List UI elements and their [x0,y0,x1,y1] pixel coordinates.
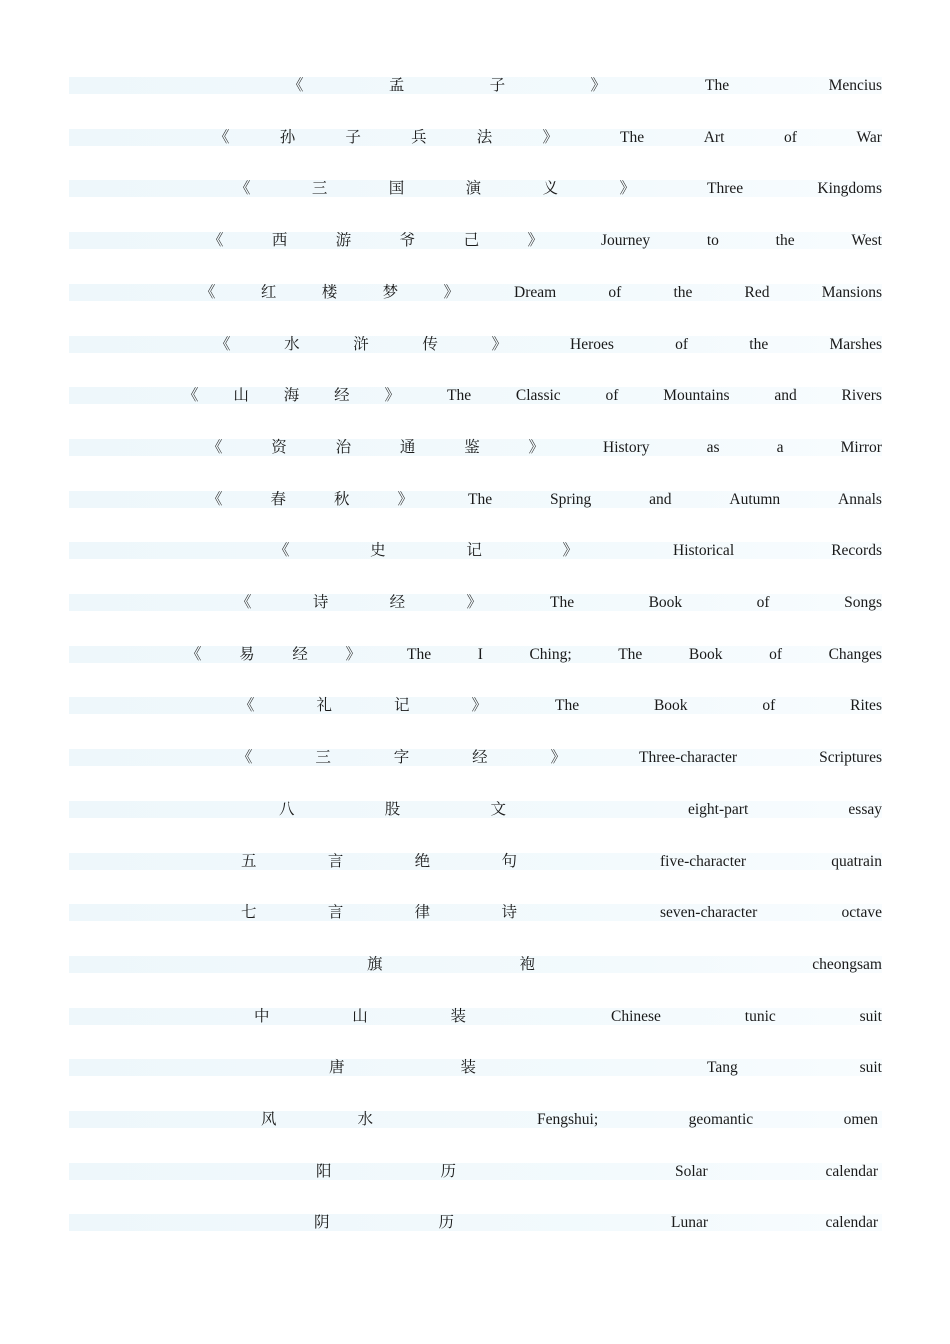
english-word: Changes [828,646,882,663]
chinese-term [241,852,517,872]
english-translation [660,852,882,872]
english-translation [468,490,882,510]
english-translation [688,800,882,820]
english-word: geomantic [688,1111,754,1128]
english-word: Annals [838,491,882,508]
english-word: of [769,646,782,663]
english-word: I [477,646,483,663]
glossary-row [69,283,882,303]
chinese-char: 历 [438,1214,454,1231]
chinese-term [316,1162,456,1182]
chinese-char: 资 [271,439,287,456]
chinese-char: 《 [208,232,224,249]
english-translation [671,1213,878,1233]
chinese-char: 七 [241,904,257,921]
chinese-char: 子 [345,129,361,146]
chinese-char: 春 [270,491,286,508]
chinese-term [183,386,400,406]
chinese-char: 诗 [501,904,517,921]
chinese-char: 》 [384,387,400,404]
row-text [69,645,882,665]
chinese-term [215,335,507,355]
glossary-row [69,541,882,561]
english-word: and [774,387,797,404]
chinese-char: 史 [370,542,386,559]
chinese-char: 经 [334,387,350,404]
english-word: Mencius [828,77,882,94]
english-translation [407,645,882,665]
chinese-char: 诗 [312,594,329,611]
english-translation [447,386,882,406]
glossary-row [69,1213,882,1233]
english-word: calendar [825,1214,878,1231]
chinese-char: 股 [384,801,401,818]
glossary-row [69,231,882,251]
english-word: calendar [825,1163,878,1180]
row-text [69,490,882,510]
glossary-row [69,179,882,199]
chinese-char: 通 [399,439,416,456]
glossary-row [69,748,882,768]
chinese-char: 八 [279,801,295,818]
english-word: Mirror [840,439,882,456]
english-translation [570,335,882,355]
english-word: five-character [660,853,747,870]
chinese-char: 浒 [353,336,369,353]
english-word: cheongsam [812,956,882,973]
chinese-char: 》 [491,336,507,353]
chinese-term [367,955,535,975]
chinese-term [254,1007,466,1027]
chinese-char: 记 [393,697,410,714]
english-word: Ching; [529,646,572,663]
chinese-char: 秋 [333,491,350,508]
chinese-char: 》 [619,180,635,197]
english-word: Red [744,284,770,301]
english-word: Book [648,594,683,611]
english-word: as [706,439,720,456]
chinese-char: 阴 [314,1214,330,1231]
english-word: The [618,646,643,663]
chinese-char: 言 [327,904,344,921]
english-word: to [706,232,719,249]
glossary-row [69,1110,882,1130]
row-text [69,748,882,768]
english-word: eight-part [688,801,749,818]
english-word: of [605,387,619,404]
chinese-term [236,593,482,613]
english-word: Rites [850,697,882,714]
english-word: suit [859,1059,882,1076]
chinese-char: 易 [239,646,255,663]
english-translation [707,179,882,199]
chinese-char: 经 [389,594,406,611]
chinese-char: 经 [292,646,308,663]
chinese-term [241,903,517,923]
row-text [69,128,882,148]
chinese-char: 山 [233,387,249,404]
chinese-char: 》 [528,439,544,456]
chinese-term [237,748,566,768]
chinese-term [279,800,506,820]
chinese-char: 海 [283,387,300,404]
chinese-char: 《 [186,646,202,663]
row-text [69,179,882,199]
chinese-char: 装 [450,1008,466,1025]
row-text [69,231,882,251]
chinese-term [239,696,487,716]
row-text [69,1162,882,1182]
chinese-char: 礼 [316,697,332,714]
english-word: The [555,697,580,714]
chinese-char: 《 [274,542,290,559]
english-word: Records [831,542,882,559]
chinese-char: 鉴 [464,439,480,456]
chinese-char: 》 [550,749,566,766]
glossary-row [69,335,882,355]
chinese-char: 《 [236,594,252,611]
row-text [69,1213,882,1233]
chinese-char: 文 [490,801,506,818]
english-word: The [447,387,472,404]
chinese-char: 红 [260,284,277,301]
english-translation [675,1162,878,1182]
english-word: essay [848,801,882,818]
row-text [69,696,882,716]
chinese-char: 字 [393,749,410,766]
glossary-row [69,800,882,820]
chinese-char: 义 [542,180,559,197]
chinese-char: 三 [311,180,328,197]
chinese-char: 国 [388,180,405,197]
english-translation [601,231,882,251]
chinese-char: 中 [254,1008,270,1025]
chinese-char: 记 [466,542,482,559]
english-word: Heroes [570,336,614,353]
chinese-char: 》 [562,542,578,559]
chinese-term [207,438,544,458]
english-translation [555,696,882,716]
english-word: Songs [844,594,882,611]
english-word: Tang [707,1059,738,1076]
chinese-char: 历 [440,1163,456,1180]
english-word: Solar [675,1163,708,1180]
row-text [69,800,882,820]
english-word: octave [841,904,882,921]
chinese-char: 水 [357,1111,373,1128]
chinese-term [274,541,578,561]
chinese-char: 唐 [329,1059,345,1076]
glossary-row [69,1007,882,1027]
chinese-char: 子 [489,77,506,94]
row-text [69,1007,882,1027]
english-word: of [762,697,776,714]
row-text [69,335,882,355]
row-text [69,593,882,613]
english-translation [620,128,882,148]
chinese-char: 律 [414,904,431,921]
glossary-row [69,386,882,406]
english-word: of [784,129,797,146]
row-text [69,955,882,975]
english-word: Kingdoms [817,180,882,197]
chinese-char: 句 [501,853,517,870]
english-word: Mansions [821,284,882,301]
english-word: West [851,232,882,249]
english-word: the [749,336,769,353]
chinese-char: 楼 [321,284,338,301]
chinese-char: 梦 [382,284,399,301]
chinese-char: 演 [465,180,482,197]
chinese-char: 五 [241,853,257,870]
english-word: the [775,232,795,249]
chinese-char: 《 [215,336,231,353]
english-word: The [550,594,575,611]
chinese-term [186,645,361,665]
english-word: War [856,129,882,146]
english-word: The [705,77,730,94]
chinese-term [235,179,635,199]
glossary-row [69,1058,882,1078]
english-word: seven-character [660,904,758,921]
glossary-row [69,852,882,872]
row-text [69,386,882,406]
english-word: Autumn [729,491,781,508]
chinese-term [261,1110,373,1130]
chinese-char: 己 [463,232,480,249]
chinese-char: 游 [335,232,352,249]
english-word: Marshes [829,336,882,353]
chinese-char: 》 [590,77,606,94]
english-word: Book [688,646,723,663]
english-word: and [649,491,672,508]
english-word: The [407,646,432,663]
chinese-term [207,490,413,510]
english-word: suit [859,1008,882,1025]
english-word: of [608,284,622,301]
english-translation [514,283,882,303]
chinese-char: 旗 [367,956,383,973]
chinese-char: 》 [466,594,482,611]
row-text [69,903,882,923]
row-text [69,541,882,561]
chinese-char: 》 [443,284,459,301]
chinese-char: 《 [237,749,253,766]
chinese-char: 言 [327,853,344,870]
chinese-char: 法 [476,129,493,146]
glossary-row [69,1162,882,1182]
chinese-term [214,128,558,148]
chinese-char: 《 [207,439,223,456]
english-translation [550,593,882,613]
chinese-term [288,76,606,96]
chinese-char: 装 [460,1059,476,1076]
english-word: omen [843,1111,878,1128]
english-word: Historical [673,542,735,559]
english-word: History [603,439,650,456]
chinese-term [208,231,543,251]
english-word: Mountains [663,387,730,404]
english-word: Three-character [639,749,738,766]
english-translation [707,1058,882,1078]
chinese-char: 《 [207,491,223,508]
english-translation [639,748,882,768]
chinese-char: 绝 [414,853,431,870]
english-word: The [468,491,493,508]
chinese-char: 山 [352,1008,368,1025]
chinese-char: 《 [288,77,304,94]
english-word: The [620,129,645,146]
chinese-term [314,1213,454,1233]
row-text [69,1110,882,1130]
row-text [69,852,882,872]
glossary-row [69,490,882,510]
chinese-char: 《 [200,284,216,301]
glossary-row [69,593,882,613]
english-word: Dream [514,284,557,301]
row-text [69,438,882,458]
row-text [69,283,882,303]
english-word: the [673,284,693,301]
english-word: of [756,594,770,611]
chinese-char: 袍 [519,956,535,973]
glossary-row [69,128,882,148]
english-word: Journey [601,232,651,249]
english-word: of [675,336,689,353]
english-translation [535,955,882,975]
english-translation [660,903,882,923]
chinese-char: 》 [471,697,487,714]
glossary-row [69,645,882,665]
chinese-term [200,283,459,303]
chinese-char: 爷 [399,232,416,249]
glossary-row [69,696,882,716]
english-word: Three [707,180,744,197]
chinese-char: 风 [261,1111,277,1128]
chinese-char: 《 [235,180,251,197]
english-translation [611,1007,882,1027]
english-word: Lunar [671,1214,709,1231]
chinese-term [329,1058,476,1078]
glossary-row [69,76,882,96]
glossary-row [69,438,882,458]
english-translation [705,76,882,96]
english-translation [673,541,882,561]
english-word: a [776,439,784,456]
chinese-char: 》 [397,491,413,508]
chinese-char: 水 [284,336,300,353]
chinese-char: 兵 [411,129,427,146]
english-word: Scriptures [819,749,882,766]
english-word: Fengshui; [537,1111,599,1128]
row-text [69,76,882,96]
english-word: Chinese [611,1008,661,1025]
chinese-char: 治 [335,439,352,456]
chinese-char: 《 [239,697,255,714]
english-word: Spring [549,491,592,508]
english-word: quatrain [831,853,882,870]
chinese-char: 经 [472,749,488,766]
english-word: Art [703,129,725,146]
glossary-row [69,955,882,975]
english-word: tunic [744,1008,776,1025]
chinese-char: 阳 [316,1163,332,1180]
chinese-char: 》 [542,129,558,146]
chinese-char: 》 [345,646,361,663]
english-word: Rivers [841,387,882,404]
english-word: Book [653,697,688,714]
chinese-char: 》 [527,232,543,249]
chinese-char: 三 [315,749,331,766]
chinese-char: 传 [422,336,438,353]
chinese-char: 孙 [279,129,296,146]
glossary-row [69,903,882,923]
chinese-char: 《 [183,387,199,404]
row-text [69,1058,882,1078]
chinese-char: 西 [271,232,288,249]
english-translation [537,1110,878,1130]
english-translation [603,438,882,458]
chinese-char: 孟 [388,77,405,94]
english-word: Classic [515,387,561,404]
chinese-char: 《 [214,129,230,146]
